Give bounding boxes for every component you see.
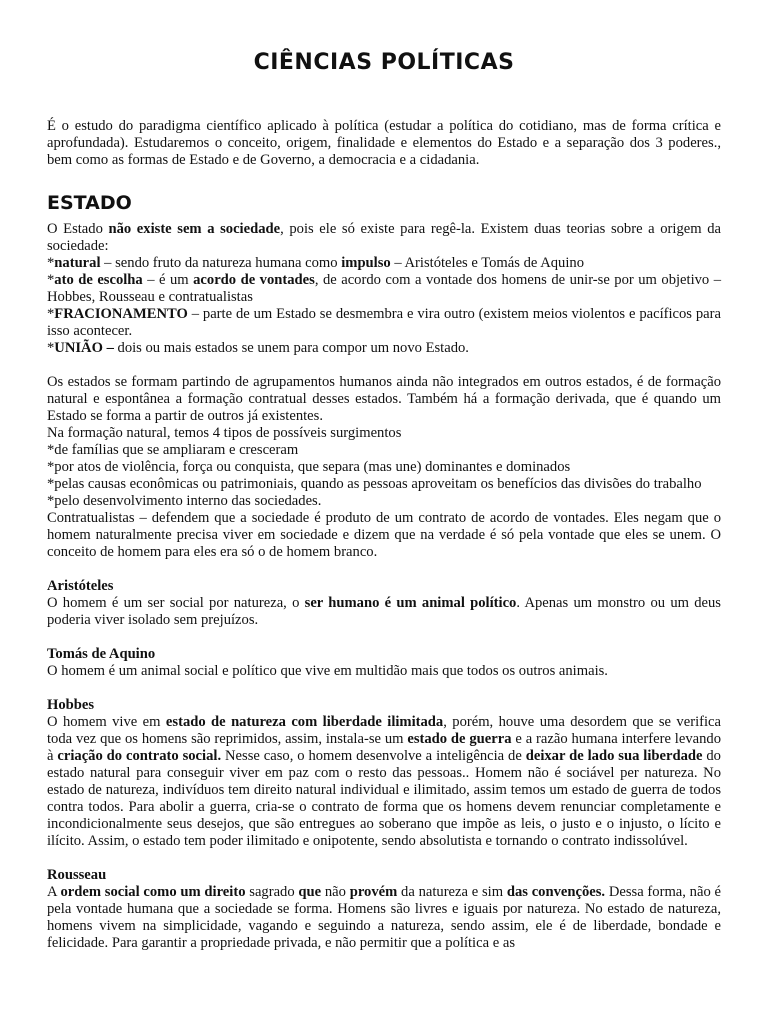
estado-paragraph-1: O Estado não existe sem a sociedade, pois ele só existe para regê-la. Existem duas teorias sobre a origem da sociedade:: [47, 221, 721, 254]
intro-paragraph: É o estudo do paradigma científico aplicado à política (estudar a política do cotidiano, mas de forma crítica e aprofundada). Estudaremos o conceito, origem, finalidade e elementos do Estado e a separação dos 3 poderes., bem como as formas de Estado e de Governo, a democracia e a cidadania.: [47, 118, 721, 168]
section-heading-estado: ESTADO: [47, 192, 132, 214]
estado-paragraph-4: Contratualistas – defendem que a sociedade é produto de um contrato de acordo de vontades. Eles negam que o homem naturalmente precisa viver em sociedade e dizem que na verdade é só pela vontade que eles se unem. O conceito de homem para eles era só o de homem branco.: [47, 510, 721, 560]
tomas-paragraph: O homem é um animal social e político que vive em multidão mais que todos os outros animais.: [47, 663, 608, 679]
estado-bullet-1: *de famílias que se ampliaram e cresceram: [47, 442, 299, 458]
subheading-aristoteles: Aristóteles: [47, 578, 114, 594]
estado-item-uniao: *UNIÃO – dois ou mais estados se unem para compor um novo Estado.: [47, 340, 469, 356]
rousseau-paragraph: A ordem social como um direito sagrado que não provém da natureza e sim das convenções. Dessa forma, não é pela vontade humana que a sociedade se forma. Homens são livres e iguais por natureza. No estado de natureza, homens vivem na simplicidade, vagando e seguindo a natureza, sendo assim, ele é de liberdade, bondade e felicidade. Para garantir a propriedade privada, e não permitir que a política e as: [47, 884, 721, 951]
hobbes-paragraph: O homem vive em estado de natureza com liberdade ilimitada, porém, houve uma desordem que se verifica toda vez que os homens são reprimidos, assim, instala-se um estado de guerra e a razão humana interfere levando à criação do contrato social. Nesse caso, o homem desenvolve a inteligência de deixar de lado sua liberdade do estado natural para conseguir viver em paz com o resto das pessoas.. Homem não é sociável per natureza. No estado de natureza, indivíduos tem direito natural individual e ilimitado, assim temos um estado de guerra de todos contra todos. Para abolir a guerra, cria-se o contrato de forma que os homens devem renunciar completamente e incondicionalmente seus desejos, que são entregues ao soberano que impõe as leis, o justo e o injusto, o lícito e ilícito. Assim, o estado tem poder ilimitado e onipotente, sendo absolutista e tornando o contrato indissolúvel.: [47, 714, 721, 849]
estado-bullet-3: *pelas causas econômicas ou patrimoniais, quando as pessoas aproveitam os benefícios das divisões do trabalho: [47, 476, 702, 492]
estado-item-fracionamento: *FRACIONAMENTO – parte de um Estado se desmembra e vira outro (existem meios violentos e pacíficos para isso acontecer.: [47, 306, 721, 339]
subheading-rousseau: Rousseau: [47, 867, 107, 883]
subheading-tomas-de-aquino: Tomás de Aquino: [47, 646, 156, 662]
estado-bullet-4: *pelo desenvolvimento interno das sociedades.: [47, 493, 322, 509]
aristoteles-paragraph: O homem é um ser social por natureza, o ser humano é um animal político. Apenas um monstro ou um deus poderia viver isolado sem prejuízos.: [47, 595, 721, 628]
estado-bullet-2: *por atos de violência, força ou conquista, que separa (mas une) dominantes e dominados: [47, 459, 571, 475]
estado-item-natural: *natural – sendo fruto da natureza humana como impulso – Aristóteles e Tomás de Aquino: [47, 255, 584, 271]
estado-paragraph-3: Na formação natural, temos 4 tipos de possíveis surgimentos: [47, 425, 402, 441]
estado-paragraph-2: Os estados se formam partindo de agrupamentos humanos ainda não integrados em outros estados, é de formação natural e espontânea a formação contratual desses estados. Também há a formação derivada, que é quando um Estado se forma a partir de outros já existentes.: [47, 374, 721, 424]
estado-item-escolha: *ato de escolha – é um acordo de vontades, de acordo com a vontade dos homens de unir-se por um objetivo – Hobbes, Rousseau e contratualistas: [47, 272, 722, 305]
subheading-hobbes: Hobbes: [47, 697, 95, 713]
page-title: CIÊNCIAS POLÍTICAS: [253, 50, 515, 75]
